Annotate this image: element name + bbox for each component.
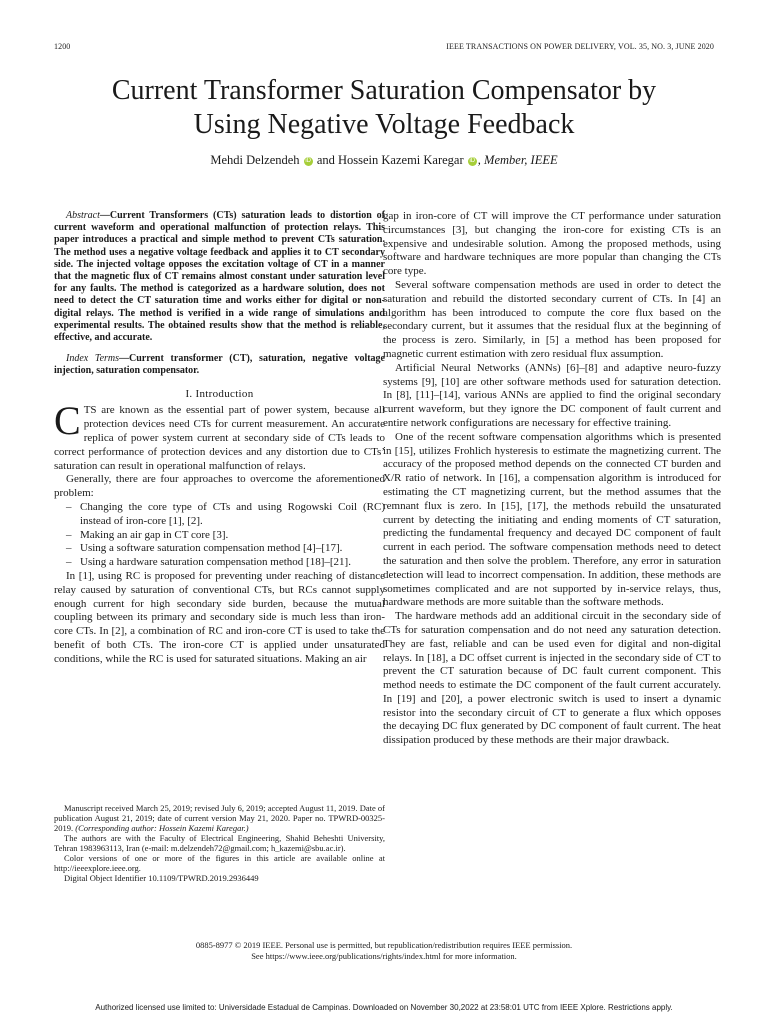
page-number: 1200 bbox=[54, 42, 71, 51]
list-item: – Changing the core type of CTs and using Rogowski Coil (RC) instead of iron-core [1], [2]. bbox=[66, 501, 385, 529]
right-paragraph-5: The hardware methods add an additional circuit in the secondary side of CTs for saturation compensation and do not need any saturation detection. They are fast, reliable and can be used even for digital and non-digital relays. In [18], a DC offset current is injected in the secondary side of CT to prevent the CT saturation because of DC fault current component. This method needs to estimate the DC component of the fault current accurately. In [19] and [20], a power electronic switch is used to insert a dynamic resistor into the secondary circuit of CT to generate a flux which opposes the decaying DC flux generated by DC component of fault current. The heat dissipation produced by these methods are their major drawback. bbox=[383, 610, 721, 747]
left-column bbox=[54, 210, 385, 667]
list-item: – Using a hardware saturation compensation method [18]–[21]. bbox=[66, 556, 385, 570]
footnote-manuscript: Manuscript received March 25, 2019; revised July 6, 2019; accepted August 11, 2019. Date of publication August 21, 2019; date of current version May 21, 2020. Paper no. TPWRD-00325-2019. (Corresponding author: Hossein Kazemi Karegar.) bbox=[54, 803, 385, 833]
right-paragraph-1: gap in iron-core of CT will improve the CT performance under saturation circumstances [3], but changing the iron-core for existing CTs is an expensive and undesirable solution. Among the proposed methods, using software and hardware techniques are more popular than changing the CTs core type. bbox=[383, 210, 721, 278]
right-paragraph-2: Several software compensation methods are used in order to detect the saturation and rebuild the distorted secondary current of CTs. In [4] an algorithm has been introduced to compute the core flux based on the secondary current, but it assumes that the residual flux at the beginning of the process is zero. Similarly, in [5] a method has been proposed for magnetic current estimation with zero residual flux assumption. bbox=[383, 278, 721, 360]
orcid-icon[interactable]: iD bbox=[305, 158, 312, 164]
copyright-line-1: 0885-8977 © 2019 IEEE. Personal use is permitted, but republication/redistribution requires IEEE permission. bbox=[195, 940, 573, 950]
intro-paragraph-3: In [1], using RC is proposed for preventing under reaching of distance relay caused by saturation of conventional CTs, but RCs cannot supply enough current for high secondary side burden, because the mutual coupling between its primary and secondary side is much less than iron-core CTs. In [2], a combination of RC and iron-core CT is used to take the benefit of both CTs. The iron-core CT is applied under unsaturated conditions, while the RC is used for saturated situations. Making an air bbox=[54, 570, 385, 665]
authorized-use-notice: Authorized licensed use limited to: Universidade Estadual de Campinas. Downloaded on November 30,2022 at 23:58:01 UTC from IEEE Xplore. Restrictions apply. bbox=[95, 1003, 673, 1012]
journal-header: IEEE TRANSACTIONS ON POWER DELIVERY, VOL. 35, NO. 3, JUNE 2020 bbox=[446, 42, 714, 51]
author-membership: , Member, IEEE bbox=[477, 153, 558, 167]
right-paragraph-3: Artificial Neural Networks (ANNs) [6]–[8] and adaptive neuro-fuzzy systems [9], [10] are other software methods used for saturation detection. In [8], [11]–[14], various ANNs are applied to find the original secondary current waveform, but they ignore the DC component of fault current and entire network configurations are necessary for effective training. bbox=[383, 361, 721, 429]
author-line bbox=[40, 153, 728, 168]
intro-paragraph-1: CTS are known as the essential part of power system, because all protection devices need CTs for current measurement. An accurate replica of power system current at secondary side of CTs leads to correct performance of protection devices and any distortion due to CTs’ saturation can result in operational malfunction of relays. bbox=[54, 398, 385, 472]
footnote-doi: Digital Object Identifier 10.1109/TPWRD.2019.2936449 bbox=[64, 873, 259, 883]
index-terms-label: Index Terms bbox=[66, 353, 120, 365]
drop-cap: C bbox=[54, 398, 81, 444]
right-paragraph-4: One of the recent software compensation algorithms which is presented in [15], utilizes Frohlich hysteresis to estimate the magnetizing current. The accuracy of the proposed method depends on the connected CT burden and X/R ratio of network. In [16], a compensation algorithm is introduced for estimating the CT magnetizing current, but the method assumes that the remnant flux is zero. In [15], [17], the methods rebuild the unsaturated current by detecting the initiating and ending moments of CT saturation, predicting the fundamental frequency and decayed DC component of fault current in each period. The software compensation methods need to detect the saturation and then solve the problem. Therefore, any error in saturation detection will lead to incorrect compensation. In addition, these methods are sometimes complicated and are not supported by in-service relays, thus, hardware methods are more suitable than the software methods. bbox=[383, 430, 721, 609]
title-line-2: Using Negative Voltage Feedback bbox=[193, 109, 575, 140]
author-2: Hossein Kazemi Karegar bbox=[338, 153, 464, 167]
orcid-icon[interactable]: iD bbox=[469, 158, 476, 164]
corresponding-author: (Corresponding author: Hossein Kazemi Karegar.) bbox=[75, 823, 249, 833]
approaches-list bbox=[54, 501, 385, 570]
footnote-affiliation: The authors are with the Faculty of Electrical Engineering, Shahid Beheshti University, Tehran 1983963113, Iran (e-mail: m.delzendeh72@gmail.com; h_kazemi@sbu.ac.ir). bbox=[54, 833, 385, 853]
author-1: Mehdi Delzendeh bbox=[210, 153, 300, 167]
title-line-1: Current Transformer Saturation Compensator by bbox=[111, 75, 657, 106]
list-item: – Using a software saturation compensation method [4]–[17]. bbox=[66, 542, 385, 556]
footnote-color-versions: Color versions of one or more of the figures in this article are available online at http://ieeexplore.ieee.org. bbox=[54, 853, 385, 873]
author-connector: and bbox=[313, 153, 338, 167]
intro-paragraph-2: Generally, there are four approaches to overcome the aforementioned problem: bbox=[54, 473, 385, 500]
list-item: – Making an air gap in CT core [3]. bbox=[66, 529, 385, 543]
paper-title bbox=[40, 74, 728, 142]
right-column bbox=[383, 210, 721, 748]
copyright-notice bbox=[40, 940, 728, 961]
section-heading-introduction: I. Introduction bbox=[185, 387, 254, 400]
abstract-text: —Current Transformers (CTs) saturation leads to distortion of current waveform and operational malfunction of protection relays. This paper introduces a practical and simple method to prevent CTs saturation. The method uses a negative voltage feedback and applies it to CT secondary side. The injected voltage opposes the excitation voltage of CT in a manner that the magnetic flux of CT remains almost constant under saturation level for any faults. The method is categorized as a hardware solution, does not need to detect the CT saturation time and works either for digital or non-digital relays. The method is verified in a wide range of simulations and experimental results. The obtained results show that the method is reliable, effective, and accurate. bbox=[54, 210, 385, 344]
index-terms-text: —Current transformer (CT), saturation, negative voltage injection, saturation compensator. bbox=[54, 353, 385, 377]
footnotes bbox=[54, 803, 385, 883]
index-terms bbox=[54, 353, 385, 377]
abstract-label: Abstract bbox=[66, 210, 100, 221]
abstract bbox=[54, 210, 385, 344]
copyright-line-2: See https://www.ieee.org/publications/rights/index.html for more information. bbox=[251, 950, 517, 961]
